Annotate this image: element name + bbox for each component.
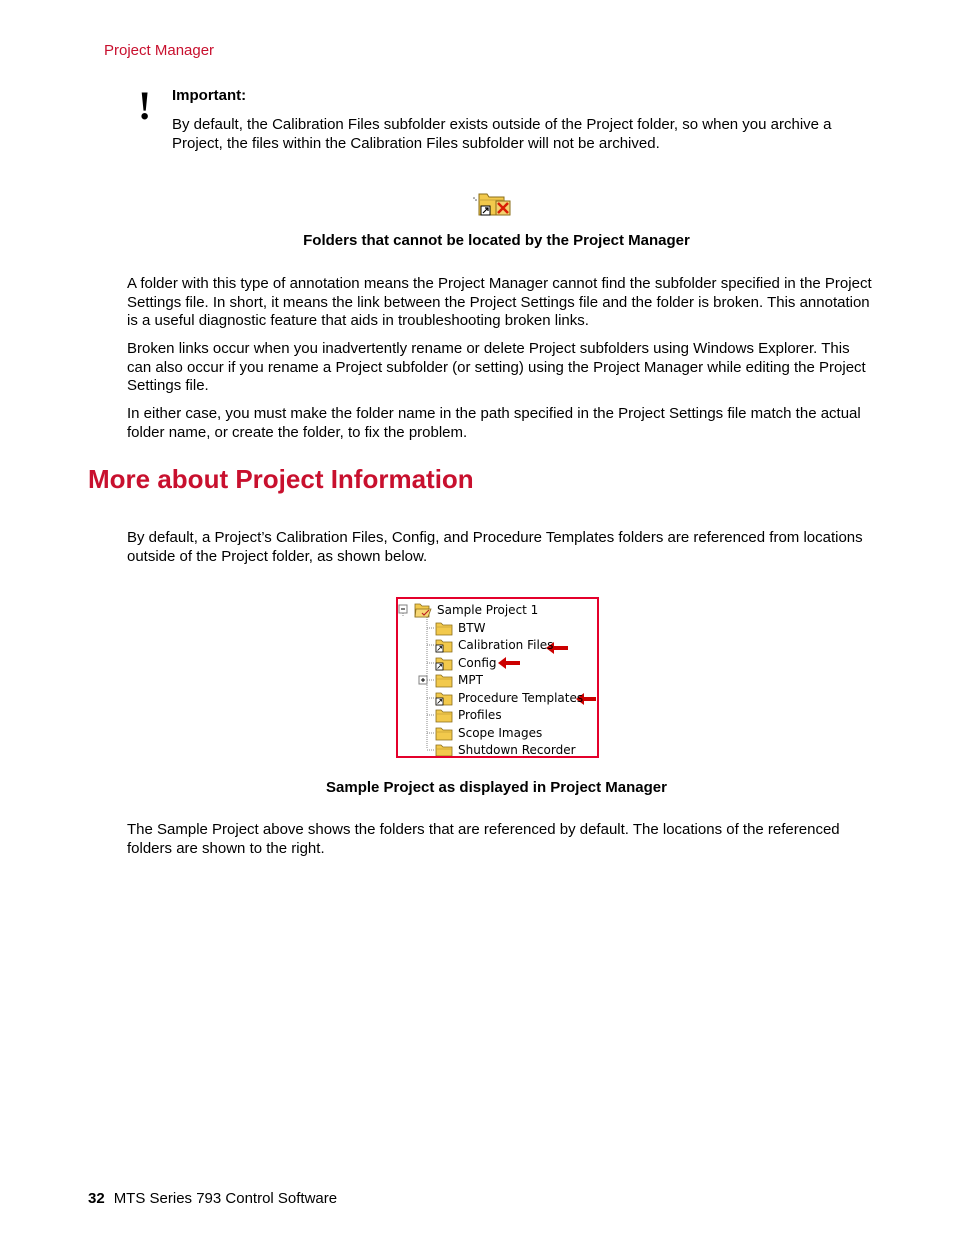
linked-folder-icon [436, 640, 452, 652]
open-project-folder-icon [415, 604, 431, 617]
tree-item-mpt[interactable]: MPT [458, 673, 483, 687]
tree-item-procedure-templates[interactable]: Procedure Templates [458, 691, 584, 705]
tree-item-shutdown-recorder[interactable]: Shutdown Recorder [458, 743, 576, 757]
note-body: By default, the Calibration Files subfolder exists outside of the Project folder, so when you archive a Project, the files within the Calibration Files subfolder will not be archived. [172, 116, 832, 152]
folder-icon [436, 675, 452, 687]
project-tree-figure [396, 597, 599, 758]
note-title: Important: [172, 87, 247, 104]
folder-icon [436, 710, 452, 722]
document-title: MTS Series 793 Control Software [113, 1190, 338, 1207]
tree-item-config[interactable]: Config [458, 656, 497, 670]
paragraph: Broken links occur when you inadvertently rename or delete Project subfolders using Windows Explorer. This can also occur if you rename a Project subfolder (or setting) using the Project Manager while editing the Project Settings file. [127, 340, 866, 394]
linked-folder-icon [436, 693, 452, 705]
page-footer [88, 1190, 337, 1207]
paragraph: By default, a Project’s Calibration Files, Config, and Procedure Templates folders are referenced from locations outside of the Project folder, as shown below. [127, 529, 863, 565]
tree-item-btw[interactable]: BTW [458, 621, 486, 635]
figure-caption-1: Folders that cannot be located by the Project Manager [303, 232, 690, 249]
paragraph: A folder with this type of annotation means the Project Manager cannot find the subfolder specified in the Project Settings file. In short, it means the link between the Project Settings file and the folder is broken. This annotation is a useful diagnostic feature that aids in troubleshooting broken links. [127, 275, 872, 329]
tree-item-scope-images[interactable]: Scope Images [458, 726, 543, 740]
page-number: 32 [88, 1190, 105, 1207]
section-heading: More about Project Information [88, 464, 474, 494]
running-header: Project Manager [104, 42, 215, 59]
figure-caption-2: Sample Project as displayed in Project Manager [326, 779, 667, 796]
folder-icon [436, 623, 452, 635]
tree-root-label[interactable]: Sample Project 1 [437, 603, 539, 617]
linked-folder-icon [436, 658, 452, 670]
important-icon: ! [138, 83, 152, 128]
tree-item-calibration-files[interactable]: Calibration Files [458, 638, 554, 652]
collapse-toggle-icon[interactable] [399, 605, 407, 613]
paragraph: The Sample Project above shows the folders that are referenced by default. The locations of the referenced folders are shown to the right. [127, 821, 840, 857]
folder-icon [436, 745, 452, 756]
paragraph: In either case, you must make the folder name in the path specified in the Project Settings file match the actual folder name, or create the folder, to fix the problem. [127, 405, 861, 441]
broken-link-folder-icon [472, 188, 514, 220]
folder-icon [436, 728, 452, 740]
red-arrow-icon [498, 657, 520, 669]
tree-item-profiles[interactable]: Profiles [458, 708, 502, 722]
expand-toggle-icon[interactable] [419, 676, 427, 684]
